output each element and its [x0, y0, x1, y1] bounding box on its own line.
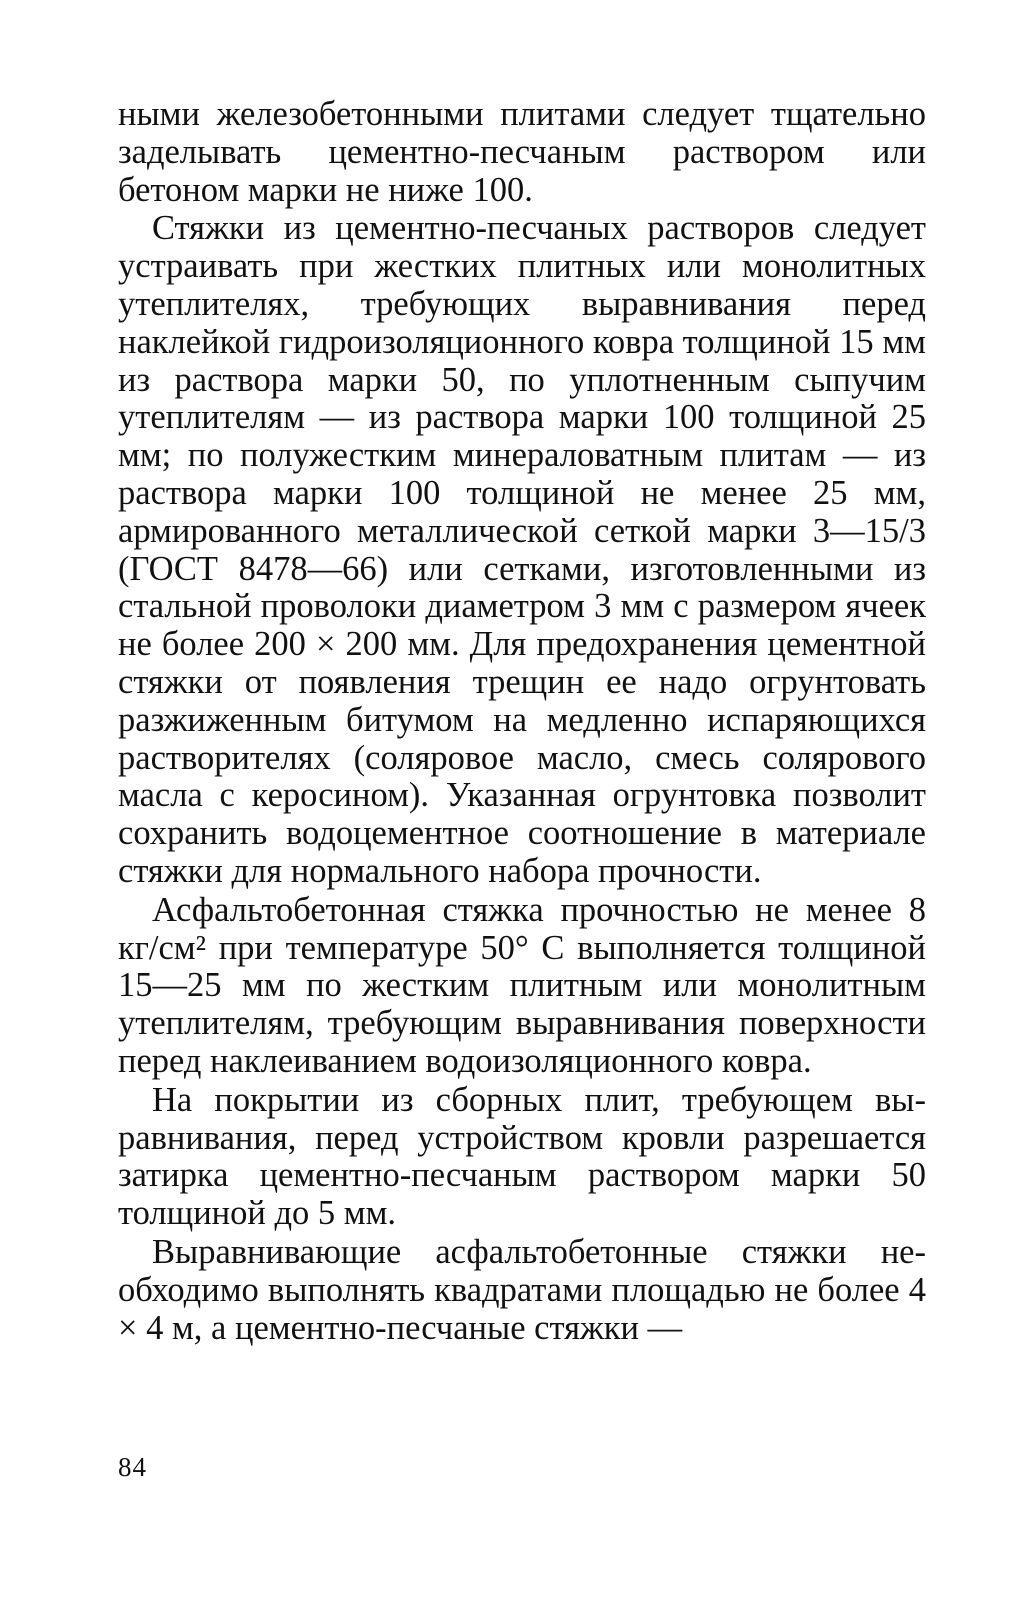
paragraph-precast-slabs: На покрытии из сборных плит, требующем выравнивания, перед устройством кровли разрешается затирка цементно-песчаным раствором марки 50 толщиной до 5 мм.	[118, 1080, 926, 1233]
paragraph-continuation: ными железобетонными плитами следует тщательно заделывать цементно-песчаным раствором или бетоном марки не ниже 100.	[118, 95, 926, 209]
page-number: 84	[118, 1452, 147, 1482]
page-body	[118, 96, 926, 1347]
paragraph-leveling-screeds: Выравнивающие асфальтобетонные стяжки необходимо выполнять квадратами площадью не более 4 × 4 м, а цементно-песчаные стяжки —	[118, 1232, 926, 1347]
paragraph-screeds-cement-sand: Стяжки из цементно-песчаных растворов следует устраивать при жестких плитных или монолитных утеплителях, требующих выравнивания перед наклейкой гидроизоляционного ковра толщиной 15 мм из раствора марки 50, по уплотненным сыпучим утеплителям — из раствора марки 100 толщиной 25 мм; по полужестким минераловатным плитам — из раствора марки 100 толщиной не менее 25 мм, армированного металлической сеткой марки 3—15/3 (ГОСТ 8478—66) или сетками, изготовленными из стальной проволоки диаметром 3 мм с размером ячеек не более 200 × 200 мм. Для предохранения цементной стяжки от появления трещин ее надо огрунтовать разжиженным битумом на медленно испаряющихся растворителях (соляровое масло, смесь солярового масла с керосином). Указанная огрунтовка позволит сохранить водоцементное соотношение в материале стяжки для нормального набора прочности.	[118, 209, 926, 890]
paragraph-asphalt-screed: Асфальтобетонная стяжка прочностью не менее 8 кг/см² при температуре 50° С выполняется толщиной 15—25 мм по жестким плитным или монолитным утеплителям, требующим выравнивания поверхности перед наклеиванием водоизоляционного ковра.	[118, 890, 926, 1080]
